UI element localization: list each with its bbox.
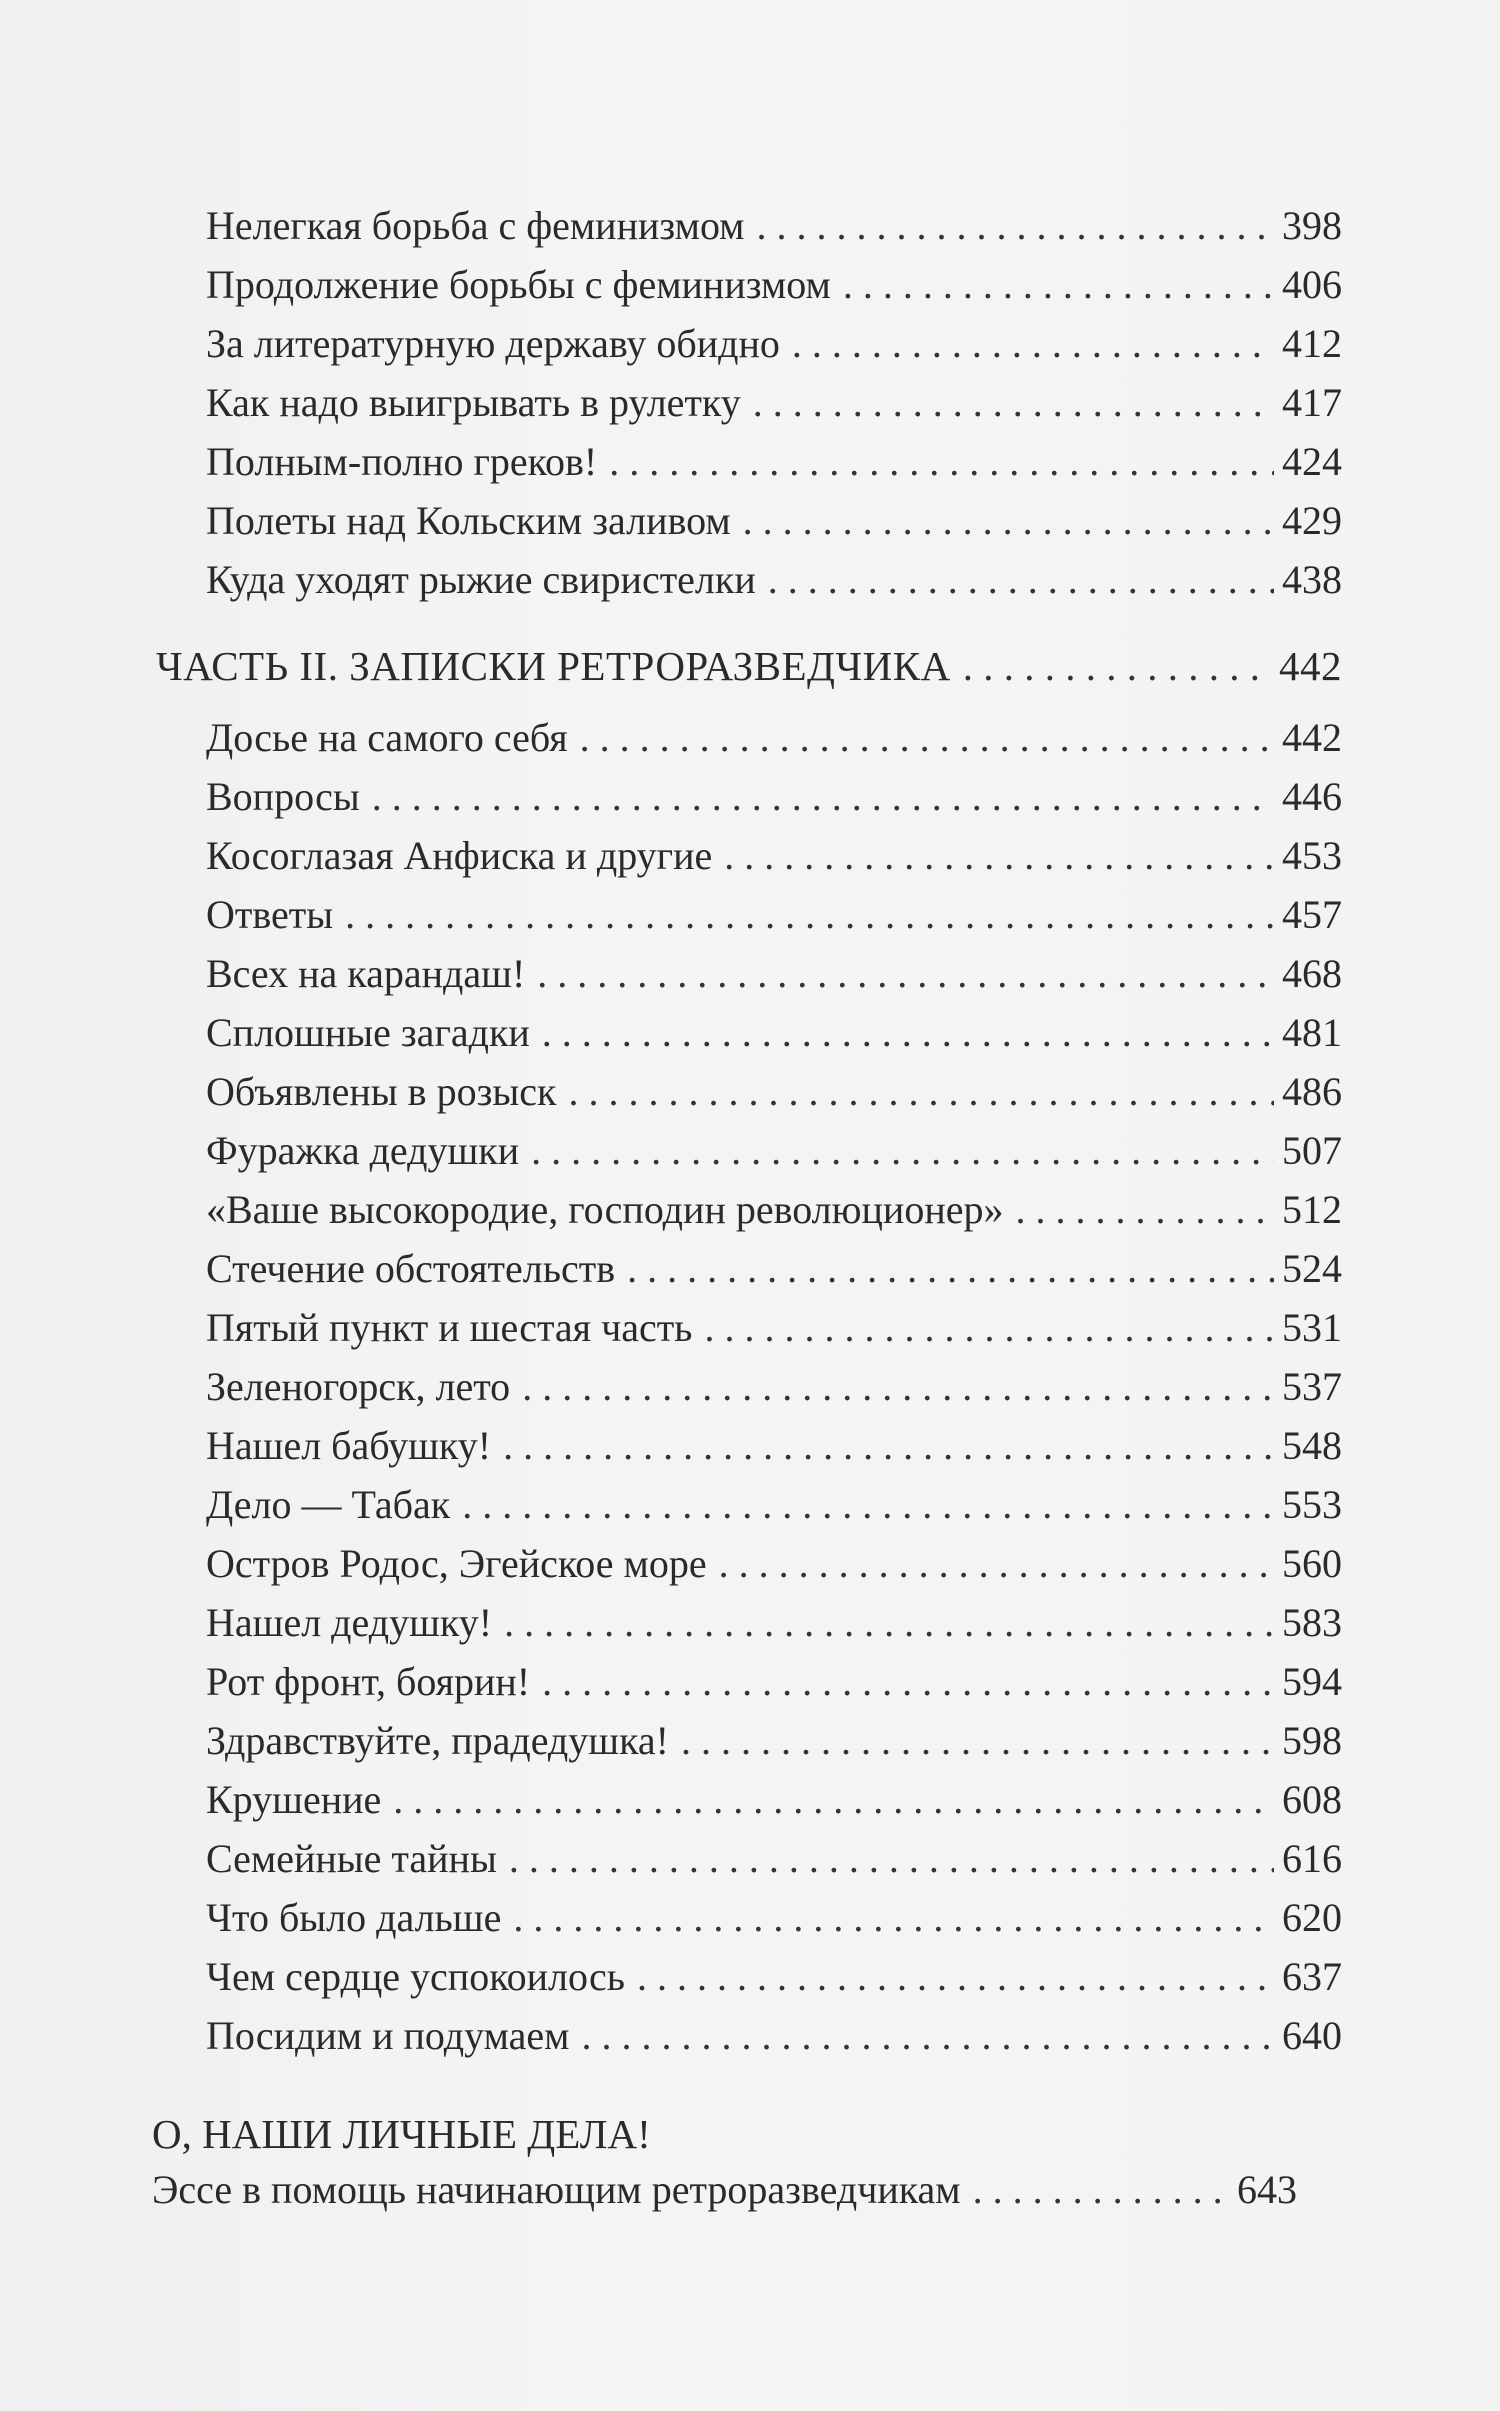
toc-entry-title: Вопросы: [206, 774, 360, 819]
toc-entry: [206, 1239, 1342, 1299]
dot-leader: [753, 373, 1274, 433]
dot-leader: [637, 1947, 1274, 2007]
toc-essay-entry: [152, 2160, 1297, 2220]
toc-entry-page: 583: [1282, 1600, 1342, 1645]
dot-leader: [627, 1239, 1274, 1299]
toc-entry-title: Стечение обстоятельств: [206, 1246, 616, 1291]
dot-leader: [393, 1770, 1274, 1830]
toc-entry-page: 442: [1282, 715, 1342, 760]
dot-leader: [724, 826, 1274, 886]
toc-entry: [206, 196, 1342, 256]
dot-leader: [757, 196, 1275, 256]
dot-leader: [581, 2006, 1274, 2066]
toc-entry-title: Семейные тайны: [206, 1836, 497, 1881]
toc-entry-title: Дело — Табак: [206, 1482, 451, 1527]
toc-entry-title: «Ваше высокородие, господин революционер»: [206, 1187, 1004, 1232]
dot-leader: [504, 1593, 1274, 1653]
toc-entry-title: Косоглазая Анфиска и другие: [206, 833, 713, 878]
toc-entry-page: 548: [1282, 1423, 1342, 1468]
toc-part-page: 442: [1279, 643, 1342, 689]
dot-leader: [843, 255, 1274, 315]
toc-entry-title: Крушение: [206, 1777, 382, 1822]
toc-entry-title: Полеты над Кольским заливом: [206, 498, 731, 543]
toc-entry-page: 453: [1282, 833, 1342, 878]
toc-entry-page: 643: [1237, 2167, 1297, 2212]
toc-entry-title: Досье на самого себя: [206, 715, 568, 760]
dot-leader: [509, 1829, 1274, 1889]
dot-leader: [681, 1711, 1274, 1771]
toc-entry: [206, 885, 1342, 945]
toc-entry-page: 406: [1282, 262, 1342, 307]
toc-entry-title: Эссе в помощь начинающим ретроразведчикам: [152, 2167, 961, 2212]
toc-entry-title: Куда уходят рыжие свиристелки: [206, 557, 756, 602]
toc-entry-page: 438: [1282, 557, 1342, 602]
toc-entry-title: Здравствуйте, прадедушка!: [206, 1718, 669, 1763]
toc-entry: [206, 1711, 1342, 1771]
toc-entry-page: 537: [1282, 1364, 1342, 1409]
toc-entry-title: Полным-полно греков!: [206, 439, 598, 484]
toc-entry: [206, 2006, 1342, 2066]
toc-entry-page: 481: [1282, 1010, 1342, 1055]
dot-leader: [580, 708, 1274, 768]
toc-entry-title: Чем сердце успокоилось: [206, 1954, 625, 1999]
toc-entry: [206, 1416, 1342, 1476]
toc-entry: [206, 1888, 1342, 1948]
dot-leader: [542, 1003, 1274, 1063]
toc-entry-title: Сплошные загадки: [206, 1010, 530, 1055]
toc-entry: [206, 1357, 1342, 1417]
toc-entry-title: Зеленогорск, лето: [206, 1364, 511, 1409]
toc-entry: [206, 1534, 1342, 1594]
dot-leader: [609, 432, 1274, 492]
toc-entry-title: Остров Родос, Эгейское море: [206, 1541, 707, 1586]
dot-leader: [768, 550, 1274, 610]
toc-entry: [206, 432, 1342, 492]
toc-entry: [206, 373, 1342, 433]
toc-entry-title: Нашел бабушку!: [206, 1423, 492, 1468]
toc-entry: [206, 314, 1342, 374]
toc-entry-page: 412: [1282, 321, 1342, 366]
toc-entry-title: Фуражка дедушки: [206, 1128, 520, 1173]
toc-entry-page: 594: [1282, 1659, 1342, 1704]
toc-entry-page: 398: [1282, 203, 1342, 248]
toc-entry: [206, 255, 1342, 315]
toc-entry: [206, 491, 1342, 551]
toc-entry-page: 620: [1282, 1895, 1342, 1940]
dot-leader: [372, 767, 1274, 827]
toc-part-heading: [156, 636, 1342, 696]
toc-entry: [206, 944, 1342, 1004]
toc-entry-title: Посидим и подумаем: [206, 2013, 570, 2058]
toc-entry-page: 417: [1282, 380, 1342, 425]
toc-entry: [206, 1003, 1342, 1063]
toc-entry: [206, 767, 1342, 827]
toc-entry: [206, 1829, 1342, 1889]
dot-leader: [704, 1298, 1274, 1358]
toc-entry-page: 531: [1282, 1305, 1342, 1350]
toc-entry-page: 512: [1282, 1187, 1342, 1232]
toc-entry-page: 640: [1282, 2013, 1342, 2058]
toc-entry-title: Пятый пункт и шестая часть: [206, 1305, 693, 1350]
toc-entry: [206, 1593, 1342, 1653]
toc-entry-page: 553: [1282, 1482, 1342, 1527]
toc-entry-page: 608: [1282, 1777, 1342, 1822]
toc-entry-page: 560: [1282, 1541, 1342, 1586]
toc-entry: [206, 708, 1342, 768]
dot-leader: [963, 636, 1271, 696]
toc-entry-page: 524: [1282, 1246, 1342, 1291]
dot-leader: [743, 491, 1274, 551]
toc-entry-page: 457: [1282, 892, 1342, 937]
toc-entry-title: Объявлены в розыск: [206, 1069, 557, 1114]
dot-leader: [345, 885, 1274, 945]
toc-entry: [206, 1298, 1342, 1358]
dot-leader: [542, 1652, 1274, 1712]
toc-entry-title: Всех на карандаш!: [206, 951, 526, 996]
closing-heading: О, НАШИ ЛИЧНЫЕ ДЕЛА!: [152, 2111, 651, 2157]
dot-leader: [462, 1475, 1274, 1535]
toc-entry-page: 429: [1282, 498, 1342, 543]
toc-entry-title: Рот фронт, боярин!: [206, 1659, 531, 1704]
toc-entry: [206, 1770, 1342, 1830]
toc-entry-title: Нашел дедушку!: [206, 1600, 493, 1645]
toc-entry: [206, 1062, 1342, 1122]
dot-leader: [522, 1357, 1274, 1417]
dot-leader: [973, 2160, 1229, 2220]
dot-leader: [531, 1121, 1274, 1181]
toc-entry: [206, 1947, 1342, 2007]
toc-entry-title: Как надо выигрывать в рулетку: [206, 380, 741, 425]
toc-entry: [206, 1652, 1342, 1712]
dot-leader: [513, 1888, 1274, 1948]
dot-leader: [568, 1062, 1274, 1122]
dot-leader: [792, 314, 1274, 374]
dot-leader: [537, 944, 1274, 1004]
toc-entry-page: 486: [1282, 1069, 1342, 1114]
dot-leader: [719, 1534, 1274, 1594]
toc-entry: [206, 1475, 1342, 1535]
dot-leader: [1016, 1180, 1275, 1240]
toc-entry-page: 637: [1282, 1954, 1342, 1999]
toc-entry: [206, 826, 1342, 886]
toc-entry-page: 507: [1282, 1128, 1342, 1173]
toc-entry-page: 424: [1282, 439, 1342, 484]
toc-entry-page: 468: [1282, 951, 1342, 996]
toc-entry: [206, 550, 1342, 610]
toc-entry-page: 598: [1282, 1718, 1342, 1763]
toc-entry: [206, 1180, 1342, 1240]
toc-entry-page: 446: [1282, 774, 1342, 819]
toc-entry: [206, 1121, 1342, 1181]
toc-entry-title: Ответы: [206, 892, 334, 937]
toc-entry-title: Что было дальше: [206, 1895, 502, 1940]
toc-entry-title: Нелегкая борьба с феминизмом: [206, 203, 745, 248]
dot-leader: [503, 1416, 1274, 1476]
toc-entry-title: За литературную державу обидно: [206, 321, 780, 366]
toc-part-title: ЧАСТЬ II. ЗАПИСКИ РЕТРОРАЗВЕДЧИКА: [156, 643, 951, 689]
toc-entry-page: 616: [1282, 1836, 1342, 1881]
toc-entry-title: Продолжение борьбы с феминизмом: [206, 262, 831, 307]
